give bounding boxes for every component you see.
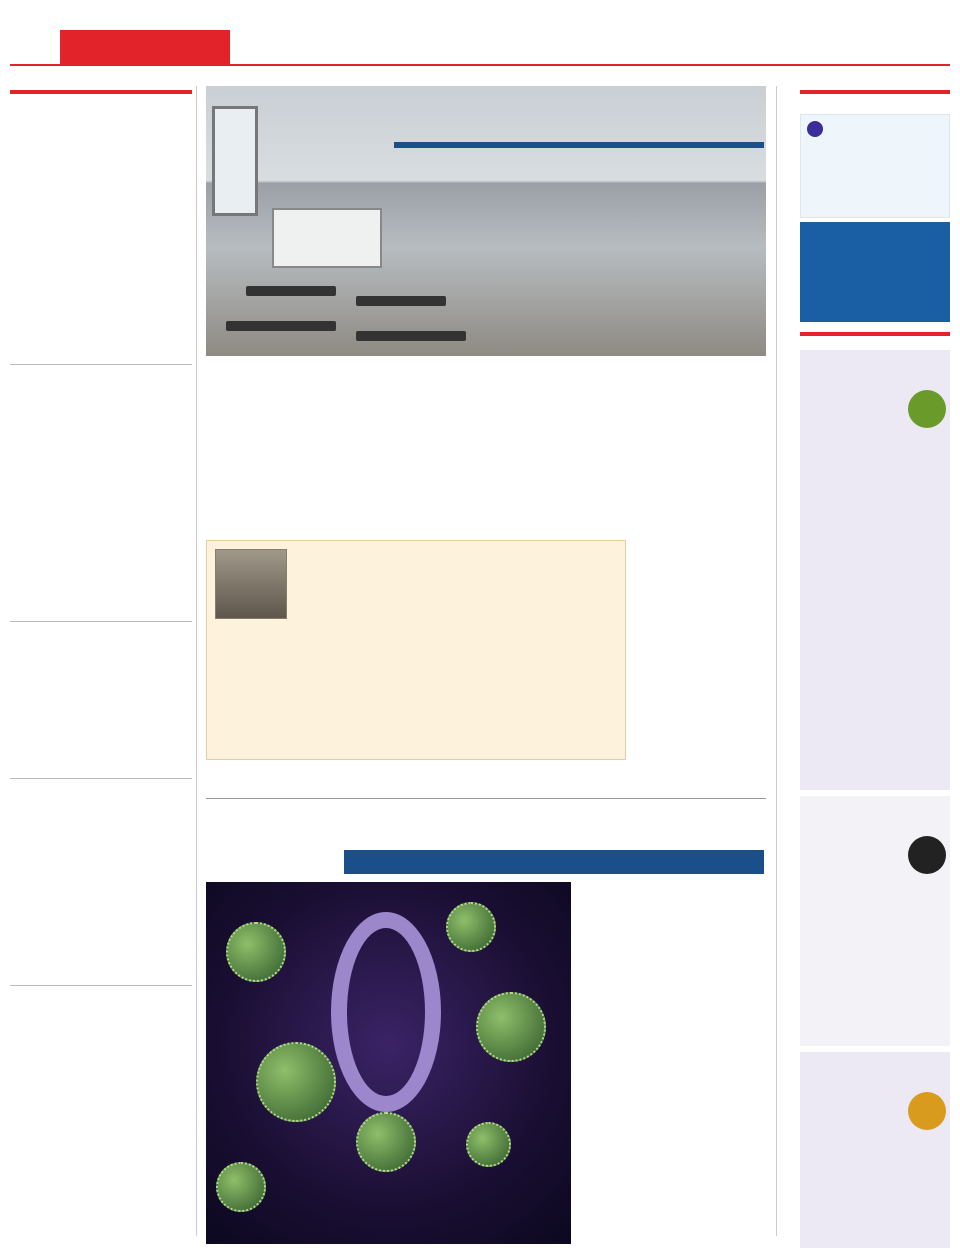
interview-col-1: [421, 595, 617, 755]
news-item: [10, 779, 192, 979]
media-item-wsj: [800, 796, 950, 1046]
news-item: [10, 622, 192, 772]
desk-shape: [356, 331, 466, 341]
right-column: [800, 90, 950, 1236]
virus-icon: [256, 1042, 336, 1122]
media-item-aljazeera: [800, 1052, 950, 1248]
virus-icon: [466, 1122, 511, 1167]
omicron-virus-illustration: [206, 882, 571, 1244]
tweet-section-label: [800, 90, 950, 108]
virus-icon: [476, 992, 546, 1062]
window-shape: [212, 106, 258, 216]
section-divider: [206, 798, 766, 799]
tweet-header: [807, 121, 943, 137]
university-col-1: [634, 206, 764, 796]
column-rule: [776, 86, 777, 1236]
interviewee-photo: [215, 549, 287, 619]
omicron-article-subtitle: [344, 850, 764, 874]
omicron-letter-shape: [331, 912, 441, 1112]
wsj-logo-icon: [908, 836, 946, 874]
desk-shape: [356, 296, 446, 306]
tweet-card: [800, 114, 950, 218]
aljazeera-logo-icon: [908, 1092, 946, 1130]
virus-icon: [226, 922, 286, 982]
news-item: [10, 365, 192, 615]
omicron-col-1: [574, 882, 764, 1238]
virus-icon: [356, 1112, 416, 1172]
section-title: [60, 30, 230, 64]
masthead: [10, 30, 950, 66]
virus-icon: [216, 1162, 266, 1212]
university-col-4: [204, 206, 344, 531]
virus-icon: [446, 902, 496, 952]
interview-col-2: [213, 625, 413, 755]
gozideh-label: [10, 90, 192, 108]
left-column: [10, 90, 192, 1236]
news-item: [10, 986, 192, 1236]
news-item: [10, 108, 192, 358]
bloomberg-avatar-icon: [807, 121, 823, 137]
tweet-summary: [800, 222, 950, 322]
world-media-label: [800, 332, 950, 350]
university-col-3: [354, 360, 484, 530]
rt-logo-icon: [908, 390, 946, 428]
interview-box: [206, 540, 626, 760]
university-article-lead: [394, 142, 764, 148]
media-item-rt: [800, 350, 950, 790]
column-rule: [196, 86, 197, 1236]
university-col-2: [494, 360, 624, 530]
